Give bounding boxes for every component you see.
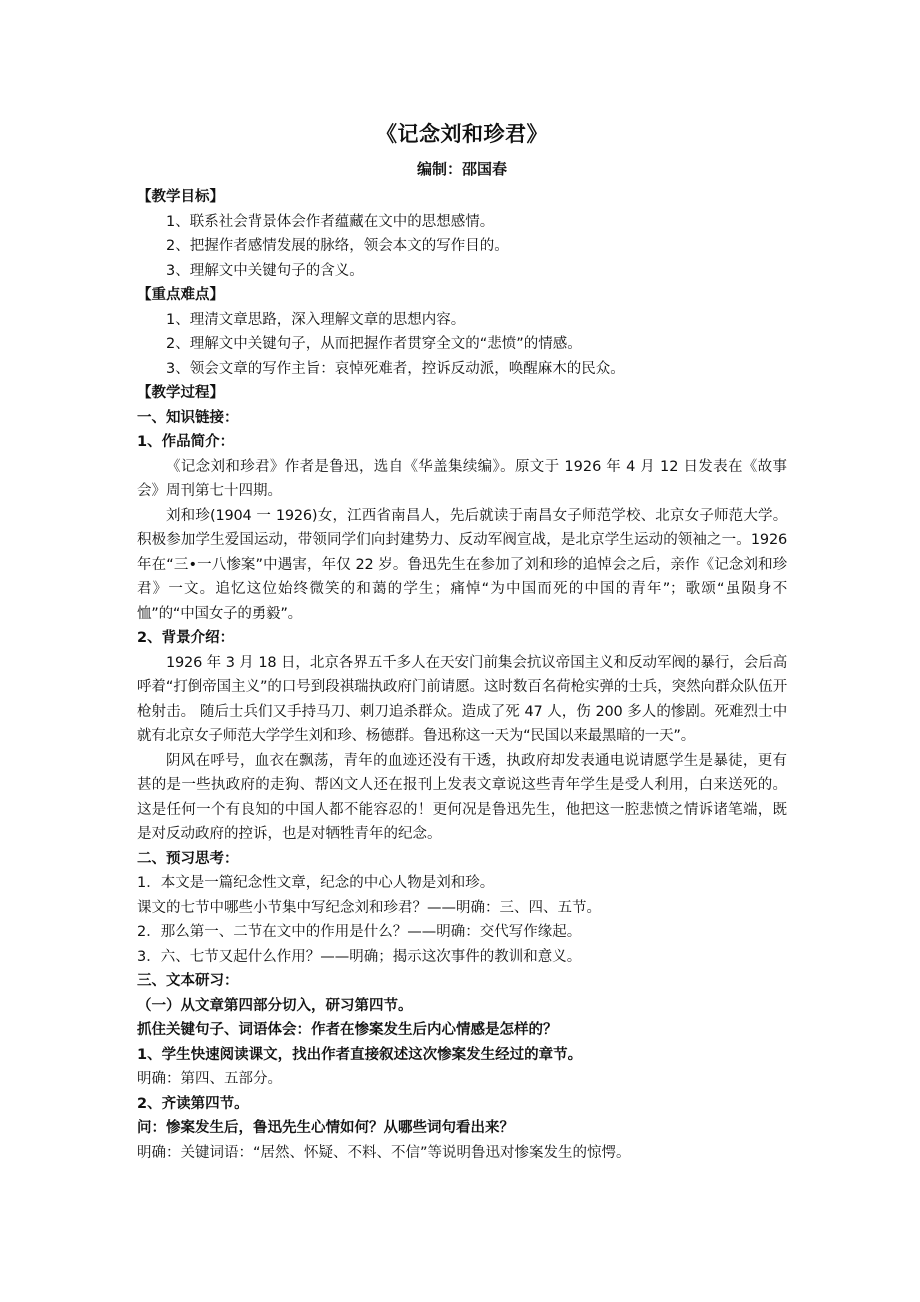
objectives-heading: 【教学目标】 <box>137 189 224 205</box>
study-task: 2、齐读第四节。 <box>137 1095 249 1112</box>
keypoints-heading: 【重点难点】 <box>137 287 224 303</box>
study-question: 问：惨案发生后，鲁迅先生心情如何？从哪些词句看出来？ <box>137 1120 514 1136</box>
study-part-heading: （一）从文章第四部分切入，研习第四节。 <box>137 997 413 1014</box>
subsection-heading: 2、背景介绍： <box>137 630 235 646</box>
background-paragraph: 1926 年 3 月 18 日，北京各界五千多人在天安门前集会抗议帝国主义和反动军阀的暴行，会后高呼着“打倒帝国主义”的口号到段祺瑞执政府门前请愿。这时数百名荷枪实弹的士兵，突然向群众队伍开枪射击。 随后士兵们又手持马刀、刺刀追杀群众。造成了死 47 人，伤 200 多人的惨剧。死难烈士中就有北京女子师范大学学生刘和珍、杨德群。鲁迅称这一天为“民国以来最黑暗的一天”。 <box>137 654 787 744</box>
study-answer: 明确：关键词语：“居然、怀疑、不料、不信”等说明鲁迅对惨案发生的惊愕。 <box>137 1144 631 1161</box>
preview-question: 课文的七节中哪些小节集中写纪念刘和珍君？——明确：三、四、五节。 <box>137 899 601 916</box>
preview-question: 2．那么第一、二节在文中的作用是什么？——明确：交代写作缘起。 <box>137 924 582 940</box>
study-answer: 明确：第四、五部分。 <box>137 1071 282 1087</box>
background-paragraph: 阴风在呼号，血衣在飘荡，青年的血迹还没有干透，执政府却发表通电说请愿学生是暴徒，更有甚的是一些执政府的走狗、帮凶文人还在报刊上发表文章说这些青年学生是受人利用，白来送死的。这是任何一个有良知的中国人都不能容忍的！更何况是鲁迅先生，他把这一腔悲愤之情诉诸笔端，既是对反动政府的控诉，也是对牺牲青年的纪念。 <box>137 752 787 842</box>
study-task: 1、学生快速阅读课文，找出作者直接叙述这次惨案发生经过的章节。 <box>137 1046 583 1063</box>
document-page <box>137 118 787 1165</box>
section-heading: 三、文本研习： <box>137 973 239 989</box>
study-prompt: 抓住关键句子、词语体会：作者在惨案发生后内心情感是怎样的？ <box>137 1022 558 1038</box>
keypoint-item: 3、领会文章的写作主旨：哀悼死难者，控诉反动派，唤醒麻木的民众。 <box>166 360 625 377</box>
subsection-heading: 1、作品简介： <box>137 434 235 450</box>
document-author: 编制：邵国春 <box>416 160 507 178</box>
keypoint-item: 1、理清文章思路，深入理解文章的思想内容。 <box>166 311 466 328</box>
objective-item: 2、把握作者感情发展的脉络，领会本文的写作目的。 <box>166 238 509 254</box>
intro-paragraph: 刘和珍(1904 一 1926)女，江西省南昌人，先后就读于南昌女子师范学校、北京女子师范大学。积极参加学生爱国运动，带领同学们向封建势力、反动军阀宣战，是北京学生运动的领袖之一。1926 年在“三•一八惨案”中遇害，年仅 22 岁。鲁迅先生在参加了刘和珍的追悼会之后，亲作《记念刘和珍君》一文。追忆这位始终微笑的和蔼的学生；痛悼“为中国而死的中国的青年”；歌颂“虽陨身不恤”的“中国女子的勇毅”。 <box>137 507 787 622</box>
document-title: 《记念刘和珍君》 <box>376 122 548 146</box>
preview-question: 1．本文是一篇纪念性文章，纪念的中心人物是刘和珍。 <box>137 875 495 891</box>
objective-item: 3、理解文中关键句子的含义。 <box>166 262 364 279</box>
process-heading: 【教学过程】 <box>137 385 224 401</box>
intro-paragraph: 《记念刘和珍君》作者是鲁迅，选自《华盖集续编》。原文于 1926 年 4 月 12 日发表在《故事会》周刊第七十四期。 <box>137 458 787 499</box>
objective-item: 1、联系社会背景体会作者蕴藏在文中的思想感情。 <box>166 213 495 230</box>
keypoint-item: 2、理解文中关键句子，从而把握作者贯穿全文的“悲愤”的情感。 <box>166 336 582 352</box>
section-heading: 二、预习思考： <box>137 850 239 867</box>
section-heading: 一、知识链接： <box>137 409 239 426</box>
preview-question: 3．六、七节又起什么作用？——明确；揭示这次事件的教训和意义。 <box>137 948 582 965</box>
